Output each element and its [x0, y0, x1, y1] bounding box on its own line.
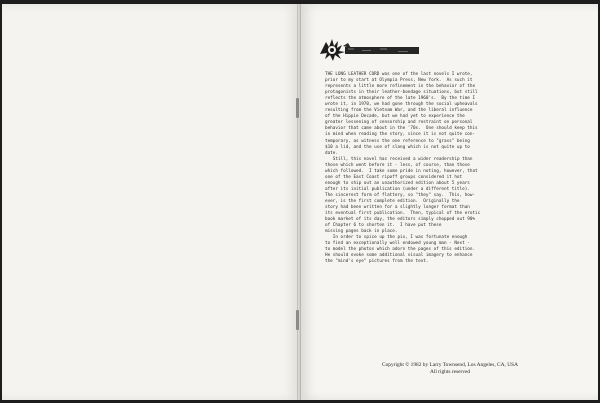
staple-bottom: [296, 310, 299, 330]
paragraph-2: Still, this novel has received a wider readership than those which went before it - less, of course, than those which followed. I take some pride in noting, however, that one of the East Coast ripoff groups considered it hot enough to ship out an unauthorized edition about 5 years after its initial publication (under a different title). The sincerest form of flattery, so "they" say. This, how- ever, is the first complete edition. Originally the story had been written for a slightly longer format than its eventual first publication. Then, typical of the erotic book market of its day, the editors simply chopped out 90% of Chapter 6 to shorten it. I have put these missing pages back in place.: [325, 156, 481, 235]
body-text: [325, 72, 577, 266]
copyright-notice: [340, 362, 560, 376]
left-blank-page: [2, 4, 298, 400]
rights-reserved-line: All rights reserved: [429, 369, 471, 375]
staple-top: [296, 98, 299, 118]
copyright-line: Copyright © 1982 by Larry Townsend, Los Angeles, CA, USA: [382, 362, 518, 368]
paragraph-3: In order to spice up the pix, I was fortunate enough to find an exceptionally well endowed young man - Next - to model the photos which adorn the pages of this edition. He should evoke some additional visual imagery to enhance the "mind's eye" pictures from the text.: [325, 235, 476, 265]
header-ornament-icon: [318, 36, 422, 62]
book-gutter: [297, 4, 301, 400]
paragraph-1: THE LONG LEATHER CORD was one of the last novels I wrote, prior to my start at Olympia Press, New York. As such it represents a little more refinement in the behavior of the protagonists in their leather-bondage situations, but still reflects the atmosphere of the late 1960's. By the time I wrote it, in 1970, we had gone through the social upheavals resulting from the Vietnam War, and the liberal influence of the Hippie Decade, but we had yet to experience the greater lessening of censorship and restraint on personal behavior that came about in the '70s. One should keep this in mind when reading the story, since it is not quite con- temporary, as witness the one reference to "grass" being $10 a lid, and the use of slang which is not quite up to date.: [325, 72, 478, 156]
